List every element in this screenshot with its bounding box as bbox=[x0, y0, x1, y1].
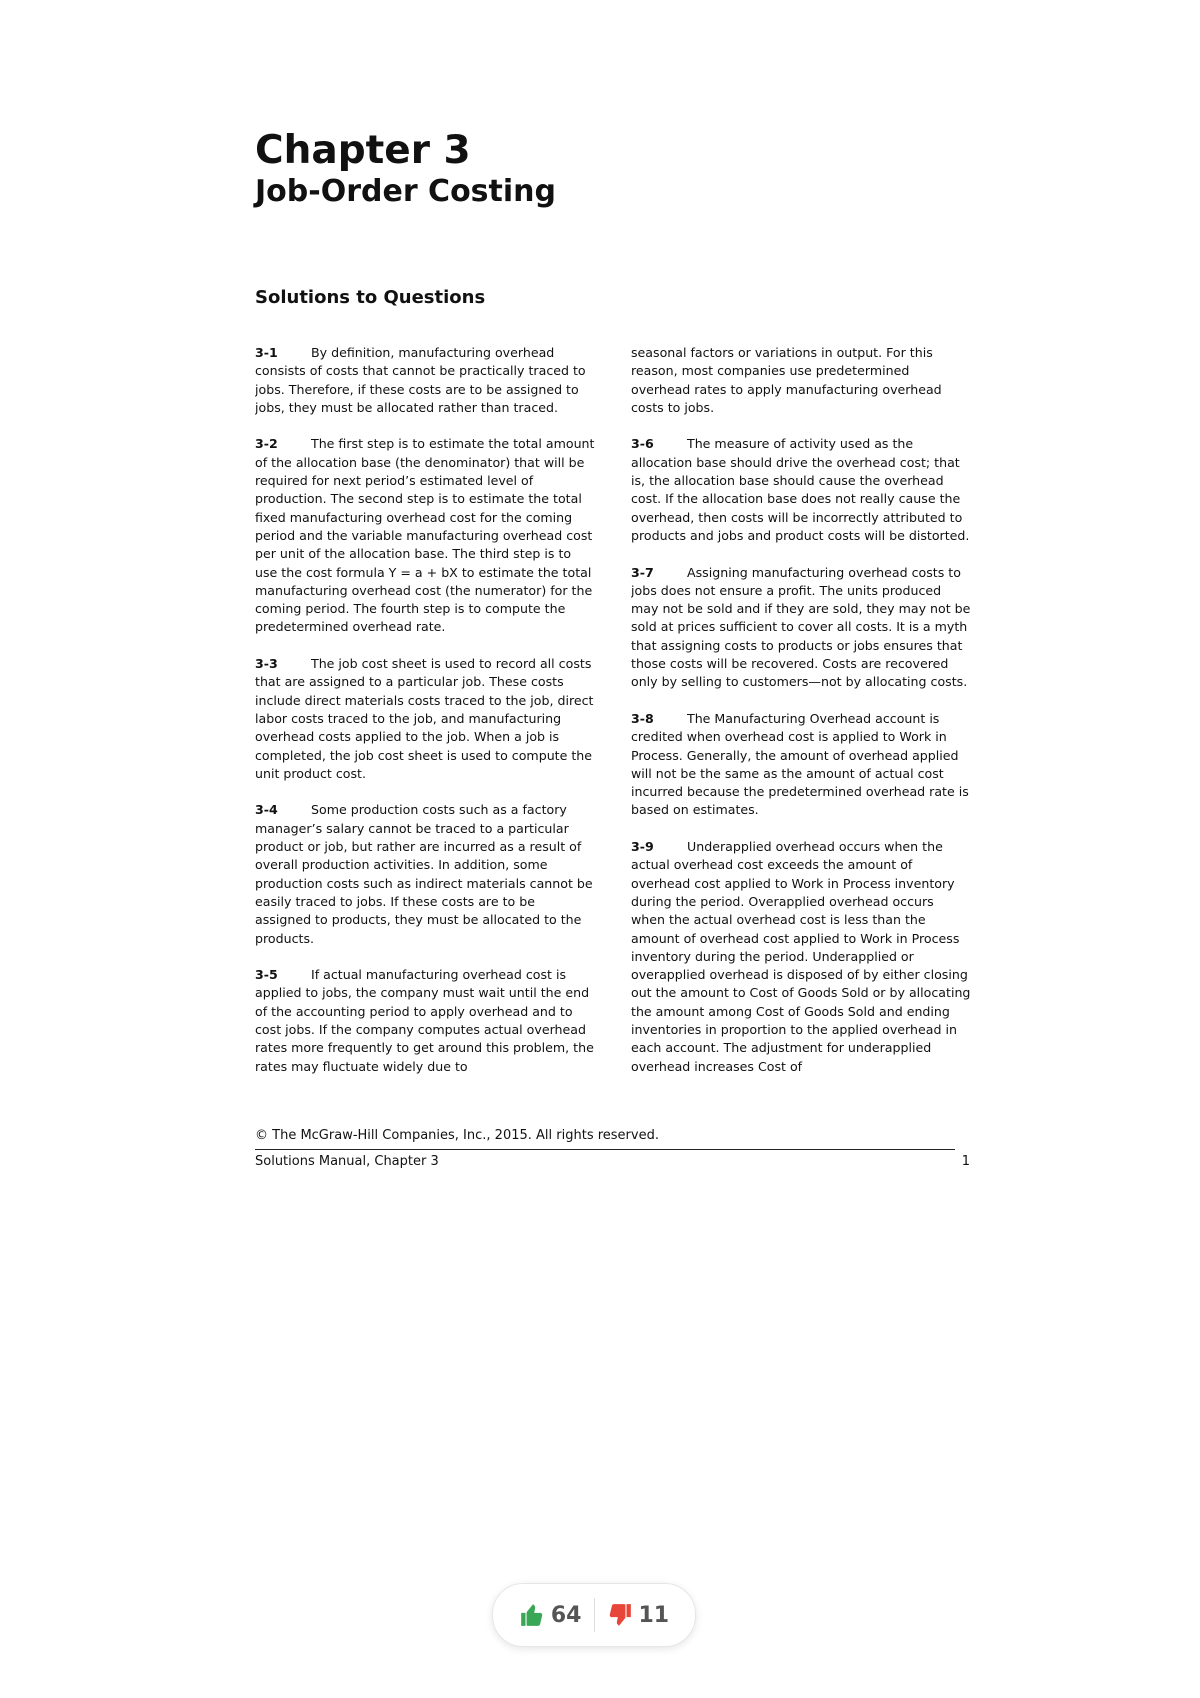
section-heading: Solutions to Questions bbox=[255, 287, 486, 308]
thumbs-up-shape bbox=[521, 1604, 542, 1626]
question-number: 3-9 bbox=[631, 839, 654, 855]
thumbs-up-icon bbox=[519, 1602, 545, 1628]
vote-bar bbox=[492, 1583, 696, 1647]
question-3-8 bbox=[631, 710, 971, 820]
question-number: 3-1 bbox=[255, 345, 278, 360]
page-number: 1 bbox=[961, 1154, 970, 1169]
left-column bbox=[255, 344, 595, 1112]
chapter-number: Chapter 3 bbox=[255, 128, 471, 173]
question-number: 3-2 bbox=[255, 436, 278, 452]
question-3-5-continued bbox=[631, 344, 971, 417]
question-3-2 bbox=[255, 435, 595, 636]
question-number: 3-4 bbox=[255, 802, 278, 818]
question-3-5 bbox=[255, 966, 595, 1076]
thumbs-down-shape bbox=[609, 1604, 630, 1626]
downvote-count: 11 bbox=[638, 1602, 670, 1628]
question-text: The measure of activity used as the allocation base should drive the overhead cost; that is, the allocation base should cause the overhead cost. If the allocation base does not really cause the overhead, then costs will be incorrectly attributed to products and jobs and product costs will be distorted. bbox=[631, 436, 970, 543]
question-text: seasonal factors or variations in output. For this reason, most companies use predetermined overhead rates to apply manufacturing overhead costs to jobs. bbox=[631, 345, 942, 415]
thumbs-down-icon bbox=[607, 1602, 633, 1628]
question-3-6 bbox=[631, 435, 971, 545]
question-number: 3-8 bbox=[631, 710, 654, 726]
vote-divider bbox=[594, 1598, 595, 1632]
upvote-button[interactable] bbox=[509, 1602, 592, 1628]
question-3-9 bbox=[631, 838, 971, 1076]
upvote-count: 64 bbox=[550, 1602, 582, 1628]
question-3-3 bbox=[255, 655, 595, 783]
copyright-notice: © The McGraw-Hill Companies, Inc., 2015. All rights reserved. bbox=[255, 1128, 659, 1143]
right-column bbox=[631, 344, 971, 1112]
question-3-7 bbox=[631, 564, 971, 692]
question-text: If actual manufacturing overhead cost is applied to jobs, the company must wait until the end of the accounting period to apply overhead and to cost jobs. If the company computes actual overhead rates more frequently to get around this problem, the rates may fluctuate widely due to bbox=[255, 967, 594, 1074]
question-text: Assigning manufacturing overhead costs to jobs does not ensure a profit. The units produced may not be sold and if they are sold, they may not be sold at prices sufficient to cover all costs. It is a myth that assigning costs to products or jobs ensures that those costs will be recovered. Costs are recovered only by selling to customers—not by allocating costs. bbox=[631, 564, 971, 690]
question-text: The job cost sheet is used to record all costs that are assigned to a particular job. These costs include direct materials costs traced to the job, direct labor costs traced to the job, and manufacturing overhead costs applied to the job. When a job is completed, the job cost sheet is used to compute the unit product cost. bbox=[255, 656, 594, 781]
question-text: The Manufacturing Overhead account is credited when overhead cost is applied to Work in Process. Generally, the amount of overhead applied will not be the same as the amount of actual cost incurred because the predetermined overhead rate is based on estimates. bbox=[631, 710, 969, 818]
question-number: 3-7 bbox=[631, 564, 654, 580]
question-text: By definition, manufacturing overhead consists of costs that cannot be practically traced to jobs. Therefore, if these costs are to be assigned to jobs, they must be allocated rather than traced. bbox=[255, 345, 586, 415]
question-text: Some production costs such as a factory manager’s salary cannot be traced to a particular product or job, but rather are incurred as a result of overall production activities. In addition, some production costs such as indirect materials cannot be easily traced to jobs. If these costs are to be assigned to products, they must be allocated to the products. bbox=[255, 802, 593, 946]
footer-text: Solutions Manual, Chapter 3 bbox=[255, 1154, 439, 1169]
chapter-title: Job-Order Costing bbox=[255, 174, 556, 209]
question-number: 3-6 bbox=[631, 436, 654, 452]
question-text: The first step is to estimate the total amount of the allocation base (the denominator) that will be required for next period’s estimated level of production. The second step is to estimate the total fixed manufacturing overhead cost for the coming period and the variable manufacturing overhead cost per unit of the allocation base. The third step is to use the cost formula Y = a + bX to estimate the total manufacturing overhead cost (the numerator) for the coming period. The fourth step is to compute the predetermined overhead rate. bbox=[255, 436, 595, 635]
question-number: 3-3 bbox=[255, 656, 278, 672]
question-number: 3-5 bbox=[255, 967, 278, 983]
question-3-4 bbox=[255, 801, 595, 947]
question-3-1 bbox=[255, 344, 595, 417]
footer-divider bbox=[255, 1149, 955, 1150]
downvote-button[interactable] bbox=[597, 1602, 680, 1628]
question-text: Underapplied overhead occurs when the actual overhead cost exceeds the amount of overhead cost applied to Work in Process inventory during the period. Overapplied overhead occurs when the actual overhead cost is less than the amount of overhead cost applied to Work in Process inventory during the period. Underapplied or overapplied overhead is disposed of by either closing out the amount to Cost of Goods Sold or by allocating the amount among Cost of Goods Sold and ending inventories in proportion to the applied overhead in each account. The adjustment for underapplied overhead increases Cost of bbox=[631, 839, 971, 1074]
